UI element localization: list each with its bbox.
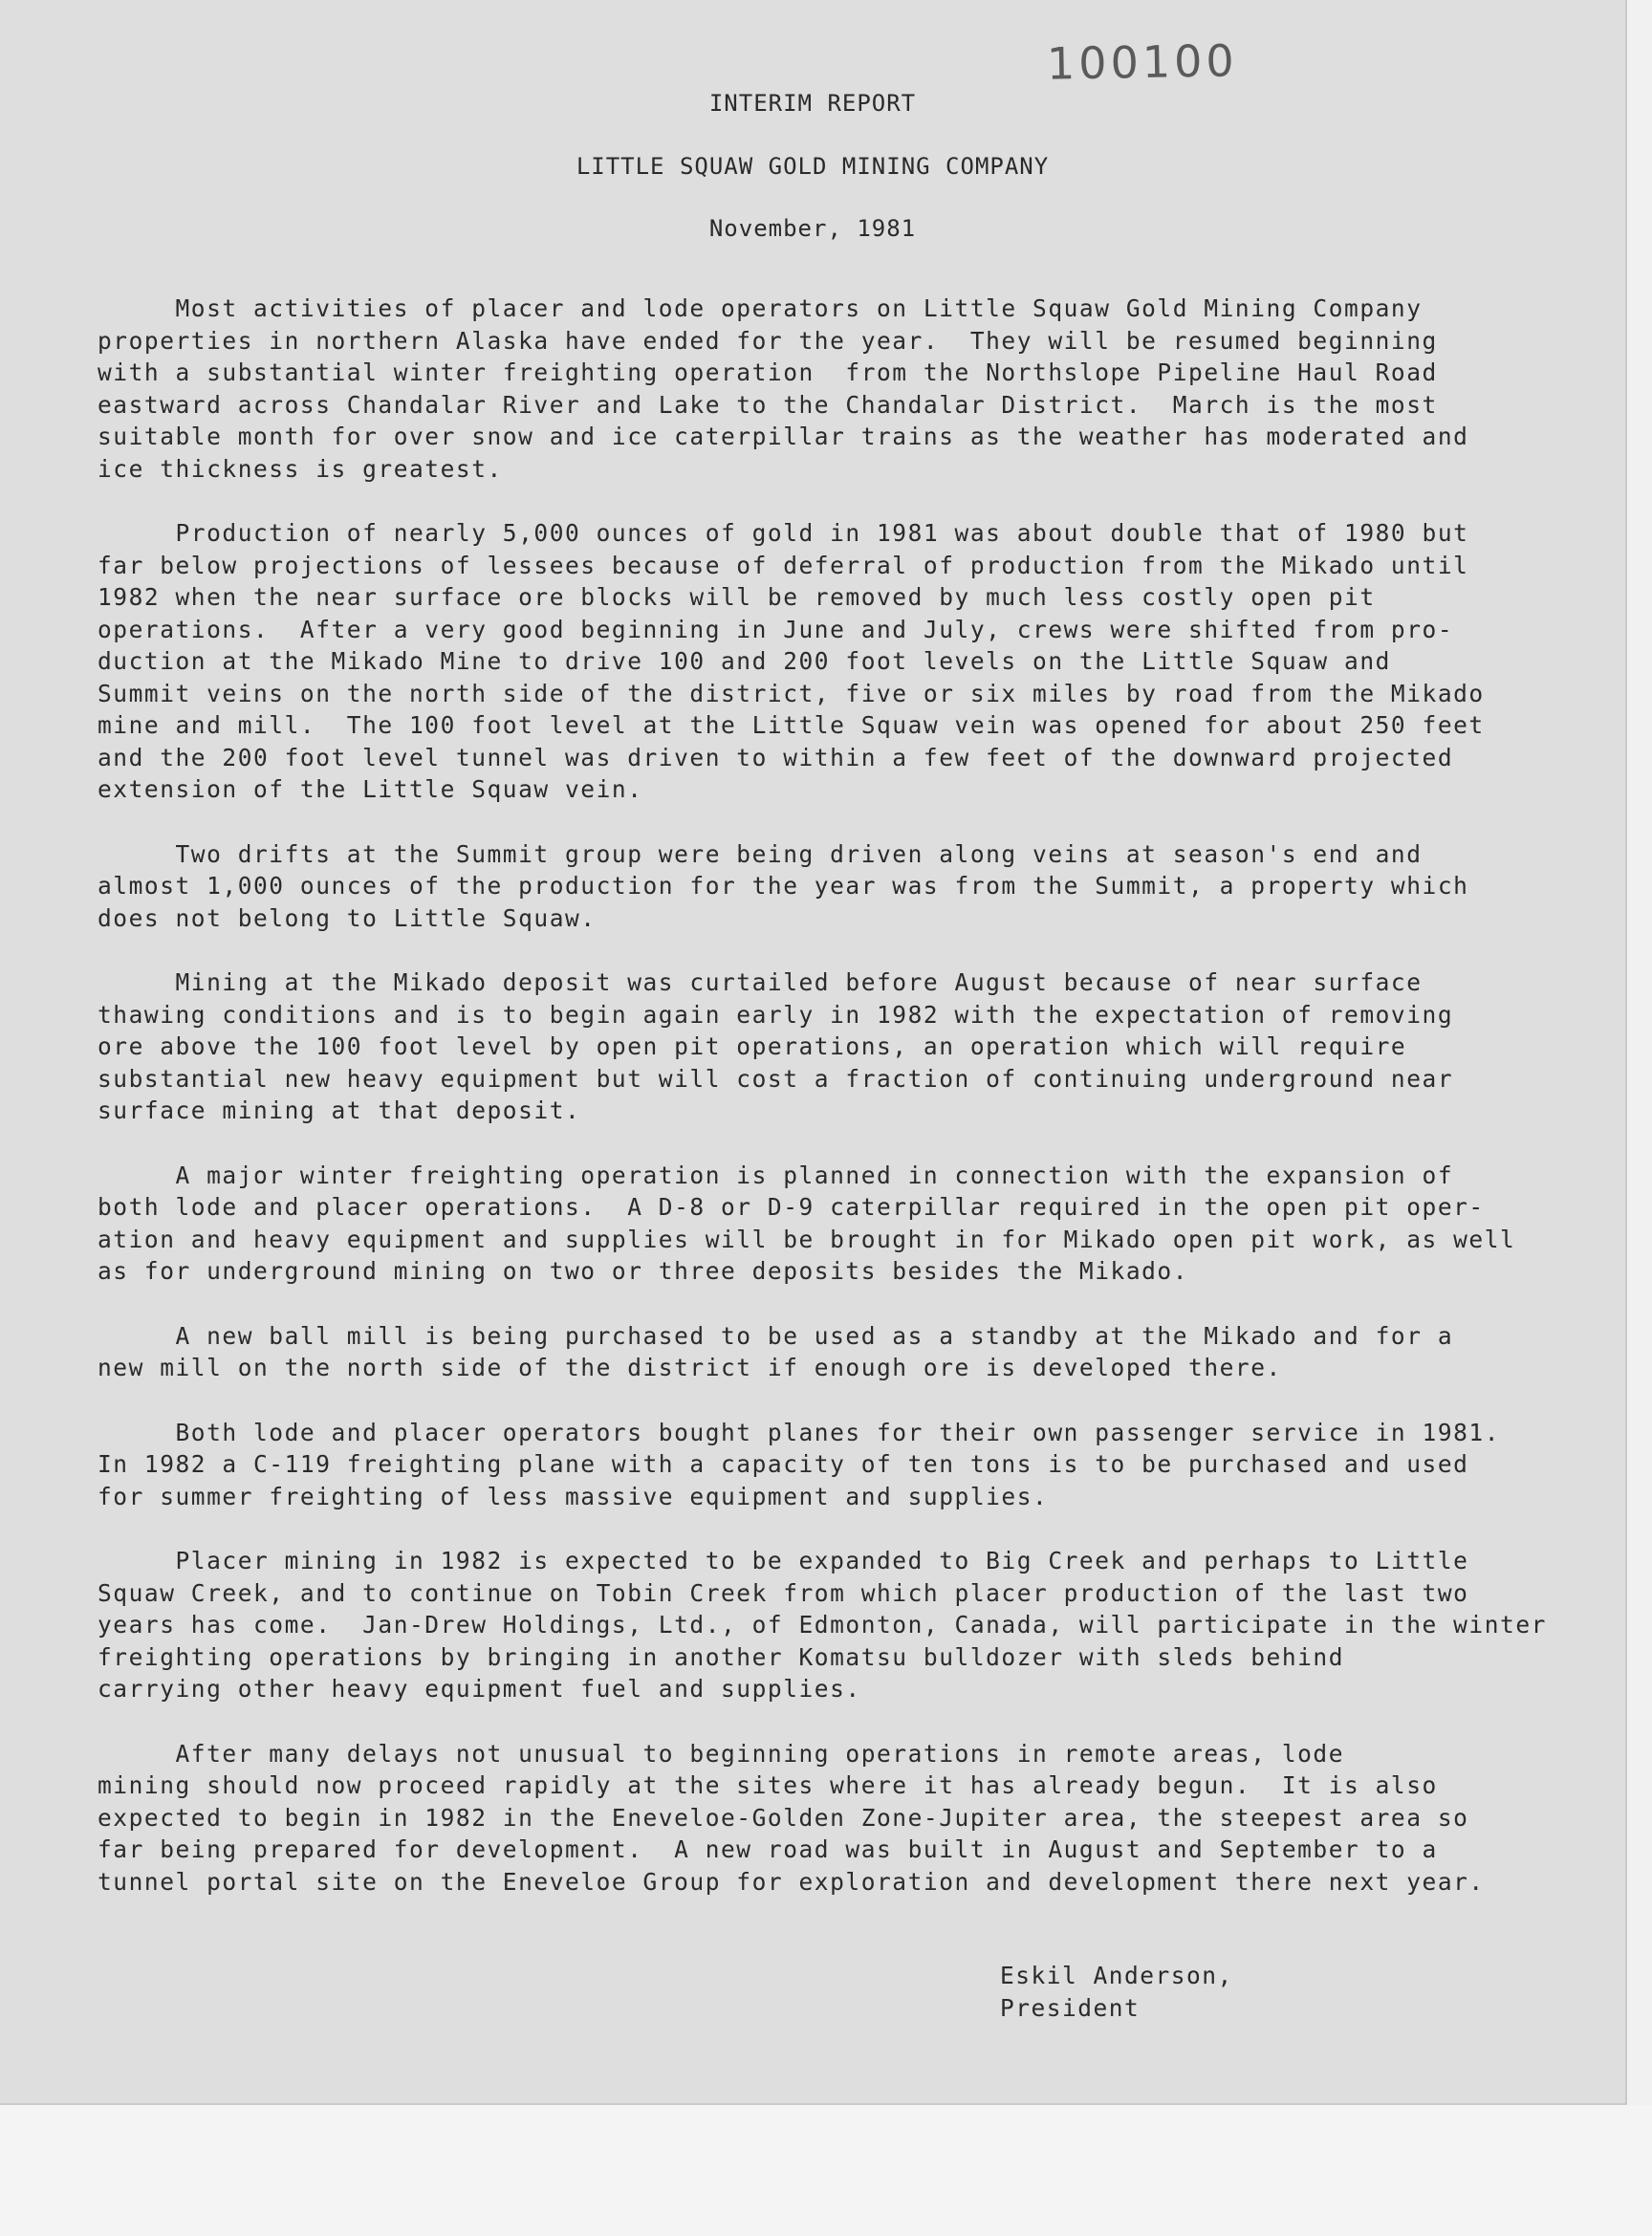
signer-name: Eskil Anderson,: [1000, 1962, 1233, 1989]
scan-background-right: [1627, 0, 1652, 2105]
handwritten-document-number: 100100: [1046, 34, 1239, 90]
paragraph-6: A new ball mill is being purchased to be used as a standby at the Mikado and for a new mill on the north side of the district if enough ore is developed there.: [98, 1321, 1454, 1381]
paragraph-1: Most activities of placer and lode operators on Little Squaw Gold Mining Company properties in northern Alaska have ended for the year. They will be resumed beginning with a substantial winter freighting operation from the Northslope Pipeline Haul Road eastward across Chandalar River and Lake to the Chandalar District. March is the most suitable month for over snow and ice caterpillar trains as the weather has moderated and ice thickness is greatest.: [98, 294, 1469, 483]
company-name: LITTLE SQUAW GOLD MINING COMPANY: [576, 153, 1050, 180]
paragraph-5: A major winter freighting operation is planned in connection with the expansion of both lode and placer operations. A D-8 or D-9 caterpillar required in the open pit oper- ation and heavy equipment and supplies will be brought in for Mikado open pit work, as well as for underground mining on two or three deposits besides the Mikado.: [98, 1161, 1516, 1285]
paragraph-7: Both lode and placer operators bought planes for their own passenger service in 1981. In 1982 a C-119 freighting plane with a capacity of ten tons is to be purchased and used for summer freighting of less massive equipment and supplies.: [98, 1418, 1501, 1510]
paragraph-8: Placer mining in 1982 is expected to be expanded to Big Creek and perhaps to Little Squaw Creek, and to continue on Tobin Creek from which placer production of the last two years has come. Jan-Drew Holdings, Ltd., of Edmonton, Canada, will participate in the winter freighting operations by bringing in another Komatsu bulldozer with sleds behind carrying other heavy equipment fuel and supplies.: [98, 1547, 1547, 1703]
paragraph-3: Two drifts at the Summit group were being driven along veins at season's end and almost 1,000 ounces of the production for the year was from the Summit, a property which does not belong to Little Squaw.: [98, 839, 1469, 932]
signature-block: [1000, 1960, 1233, 2024]
paragraph-2: Production of nearly 5,000 ounces of gold in 1981 was about double that of 1980 but far below projections of lessees because of deferral of production from the Mikado until 1982 when the near surface ore blocks will be removed by much less costly open pit operations. After a very good beginning in June and July, crews were shifted from pro- duction at the Mikado Mine to drive 100 and 200 foot levels on the Little Squaw and Summit veins on the north side of the district, five or six miles by road from the Mikado mine and mill. The 100 foot level at the Little Squaw vein was opened for about 250 feet and the 200 foot level tunnel was driven to within a few feet of the downward projected extension of the Little Squaw vein.: [98, 519, 1485, 803]
signer-role: President: [1000, 1993, 1141, 2022]
paragraph-4: Mining at the Mikado deposit was curtailed before August because of near surface thawing conditions and is to begin again early in 1982 with the expectation of removing ore above the 100 foot level by open pit operations, an operation which will require substantial new heavy equipment but will cost a fraction of continuing underground near surface mining at that deposit.: [98, 968, 1454, 1124]
report-title: INTERIM REPORT: [708, 90, 917, 117]
scan-background-bottom: [0, 2105, 1652, 2236]
paragraph-9: After many delays not unusual to beginning operations in remote areas, lode mining should now proceed rapidly at the sites where it has already begun. It is also expected to begin in 1982 in the Eneveloe-Golden Zone-Jupiter area, the steepest area so far being prepared for development. A new road was built in August and September to a tunnel portal site on the Eneveloe Group for exploration and development there next year.: [98, 1739, 1485, 1896]
report-date: November, 1981: [708, 215, 917, 242]
report-body: [98, 293, 1547, 1930]
